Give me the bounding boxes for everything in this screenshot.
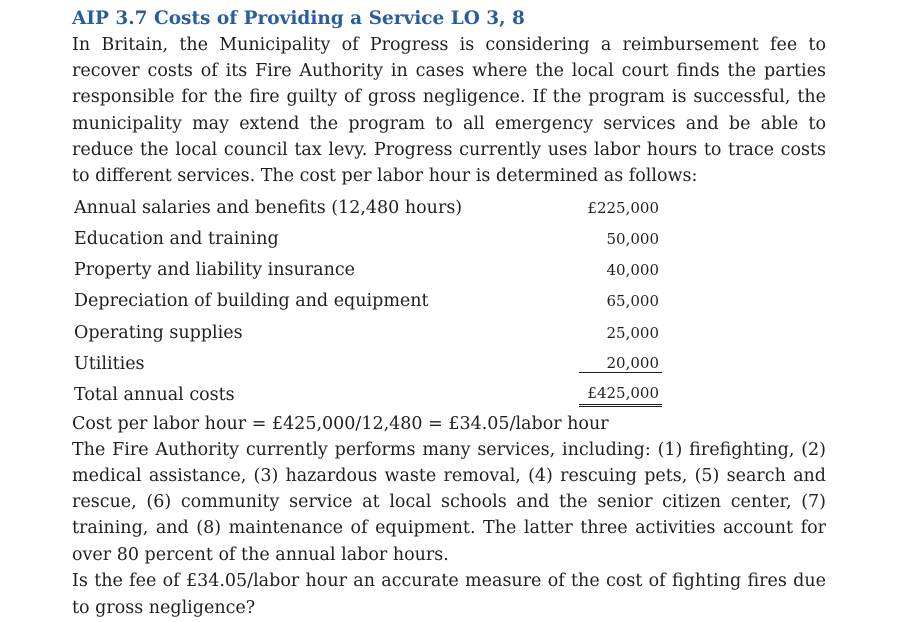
- intro-paragraph: In Britain, the Municipality of Progress is considering a reimbursement fee to recover costs of its Fire Authority in cases where the local court finds the parties responsible for the fire guilty of gross negligence. If the program is successful, the municipality may extend the program to all emergency services and be able to reduce the local council tax levy. Progress currently uses labor hours to trace costs to different services. The cost per labor hour is determined as follows:: [72, 35, 826, 187]
- cost-row: [72, 192, 662, 223]
- cost-row: [72, 286, 662, 317]
- cost-row-label: Education and training: [74, 229, 279, 249]
- cost-row-label: Utilities: [74, 353, 145, 374]
- cost-row-label: Depreciation of building and equipment: [74, 291, 429, 312]
- cost-row: [72, 348, 662, 379]
- cost-row: [72, 223, 662, 254]
- total-amount: £425,000: [579, 382, 662, 407]
- cost-row-label: Operating supplies: [74, 322, 243, 343]
- cost-row: [72, 255, 662, 286]
- question-paragraph: Is the fee of £34.05/labor hour an accurate measure of the cost of fighting fires due to gross negligence?: [72, 571, 826, 619]
- cost-row-amount: 25,000: [606, 323, 659, 342]
- cost-row-amount: £225,000: [587, 198, 659, 217]
- cost-row-label: Property and liability insurance: [74, 260, 355, 281]
- cost-formula: Cost per labor hour = £425,000/12,480 = £34.05/labor hour: [72, 413, 609, 434]
- cost-row: [72, 317, 662, 348]
- cost-table: [72, 192, 662, 410]
- cost-row-label: Annual salaries and benefits (12,480 hours): [74, 197, 463, 218]
- services-paragraph: The Fire Authority currently performs many services, including: (1) firefighting, (2) medical assistance, (3) hazardous waste removal, (4) rescuing pets, (5) search and rescue, (6) community service at local schools and the senior citizen center, (7) training, and (8) maintenance of equipment. The latter three activities account for over 80 percent of the annual labor hours.: [72, 439, 826, 565]
- total-label: Total annual costs: [74, 384, 235, 405]
- cost-row-amount: 65,000: [606, 292, 659, 311]
- cost-row-amount: 50,000: [606, 230, 659, 248]
- problem-section: [72, 6, 826, 622]
- cost-row-amount: 20,000: [579, 354, 662, 373]
- total-row: [72, 379, 662, 410]
- problem-title: AIP 3.7 Costs of Providing a Service LO 3, 8: [72, 8, 525, 29]
- cost-row-amount: 40,000: [606, 261, 659, 280]
